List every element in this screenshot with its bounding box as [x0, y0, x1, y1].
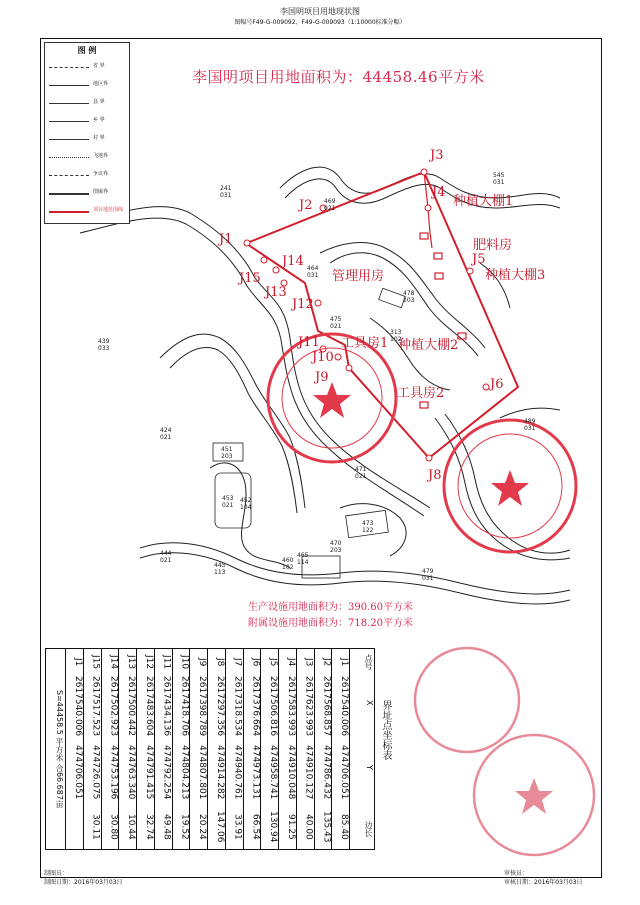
parcel-label: 424 021 [160, 427, 172, 441]
point-label-j11: J11 [298, 335, 320, 350]
legend-item-prefecture: 地区界 [49, 79, 127, 93]
parcel-label: 489 031 [524, 418, 536, 432]
table-cell-x: 2617318.534 [232, 675, 243, 737]
table-cell-y: 474914.282 [214, 744, 225, 800]
point-label-j15: J15 [239, 271, 261, 286]
table-cell-point: J7 [232, 657, 243, 667]
table-row [226, 649, 244, 849]
table-cell-y: 474706.051 [339, 744, 349, 800]
legend-item-province: 省 界 [49, 61, 127, 75]
point-label-j14: J14 [282, 254, 304, 269]
production-area-text: 生产设施用地面积为：390.60平方米 [248, 602, 413, 613]
table-cell-x: 2617568.857 [321, 675, 332, 737]
parcel-label: 445 113 [214, 562, 226, 576]
parcel-label: 470 203 [330, 540, 342, 554]
table-row [173, 649, 191, 849]
table-cell-x: 2617502.923 [108, 675, 119, 737]
table-area-summary: S=44458.5 平方米 合66.687亩 [55, 690, 64, 808]
map-subtitle: 图幅号F49-G-009092、F49-G-009093（1:10000标准分幅） [234, 19, 406, 26]
legend-item-township: 乡 界 [49, 115, 127, 129]
legend-item-project-boundary: 项目地范围线 [49, 205, 127, 219]
table-row [66, 649, 84, 849]
ancillary-area-text: 附属设施用地面积为：718.20平方米 [248, 618, 413, 629]
parcel-label: 465 114 [297, 552, 309, 566]
table-cell-edge: 10.44 [126, 814, 136, 840]
table-cell-point: J4 [285, 657, 296, 667]
table-row [84, 649, 102, 849]
table-row [332, 649, 350, 849]
table-cell-x: 2617583.993 [285, 675, 296, 737]
table-cell-edge: 20.24 [197, 814, 207, 840]
table-row [261, 649, 279, 849]
parcel-label: 460 102 [282, 557, 294, 571]
point-label-j4: J4 [432, 185, 446, 200]
table-row [119, 649, 137, 849]
stamp-town-government [444, 420, 576, 552]
label-management-house: 管理用房 [332, 269, 385, 284]
table-header-point: 点号 [364, 654, 373, 670]
table-row [137, 649, 155, 849]
table-cell-edge: 19.52 [179, 814, 190, 840]
point-label-j10: J10 [312, 350, 334, 365]
parcel-label: 478 203 [403, 290, 415, 304]
table-header-edge: 边长 [364, 821, 373, 837]
parcel-label: 475 021 [330, 316, 342, 330]
table-row [190, 649, 208, 849]
table-cell-y: 474807.801 [197, 744, 207, 800]
table-cell-x: 2617540.006 [339, 675, 349, 737]
stamp-village-cooperative [415, 648, 519, 752]
table-summary-column [46, 649, 66, 849]
table-cell-point: J1 [339, 657, 349, 667]
table-row [244, 649, 262, 849]
coordinate-table [45, 648, 375, 850]
footer-reviewer: 审核员： [504, 870, 529, 877]
parcel-label: 471 021 [355, 466, 367, 480]
table-cell-edge: 30.80 [108, 814, 119, 840]
table-cell-y: 474706.051 [72, 744, 83, 800]
table-cell-x: 2617540.006 [72, 675, 83, 737]
table-cell-edge [66, 809, 83, 845]
table-cell-edge: 130.94 [268, 811, 278, 843]
table-cell-x: 2617500.442 [126, 675, 136, 737]
table-cell-edge: 49.48 [161, 814, 172, 840]
table-cell-y: 474753.196 [108, 744, 119, 800]
table-cell-y: 474973.131 [250, 744, 261, 800]
table-cell-y: 474958.741 [268, 744, 278, 800]
point-label-j12: J12 [292, 297, 314, 312]
legend-item-village: 村 界 [49, 133, 127, 147]
table-cell-edge: 32.74 [143, 814, 154, 840]
table-cell-x: 2617623.993 [303, 675, 314, 737]
parcel-label: 444 021 [160, 550, 172, 564]
project-boundary [247, 172, 518, 458]
table-cell-y: 474791.415 [143, 744, 154, 800]
parcel-label: 313 102 [390, 329, 402, 343]
label-greenhouse-1: 种植大棚1 [453, 194, 514, 209]
label-greenhouse-2: 种植大棚2 [398, 338, 459, 353]
table-cell-point: J15 [90, 654, 101, 670]
point-label-j9: J9 [315, 370, 329, 385]
table-cell-x: 2617297.356 [214, 675, 225, 737]
legend-item-disputed: 争议界 [49, 169, 127, 183]
table-cell-point: J11 [161, 654, 172, 670]
table-row [102, 649, 120, 849]
table-cell-y: 474940.761 [232, 744, 243, 800]
parcel-label: 452 104 [240, 497, 252, 511]
table-cell-x: 2617506.816 [268, 675, 278, 737]
point-label-j5: J5 [472, 252, 486, 267]
table-row [279, 649, 297, 849]
legend-item-enclave: 飞地界 [49, 151, 127, 165]
point-label-j6: J6 [490, 377, 504, 392]
table-cell-y: 474786.432 [321, 744, 332, 800]
table-cell-edge: 135.43 [321, 811, 332, 843]
table-cell-y: 474763.340 [126, 744, 136, 800]
table-cell-x: 2617434.136 [161, 675, 172, 737]
parcel-label: 451 203 [221, 446, 233, 460]
table-cell-edge: 40.00 [303, 814, 314, 840]
table-cell-x: 2617398.789 [197, 675, 207, 737]
table-header-y: Y [365, 764, 374, 770]
table-cell-point: J14 [108, 654, 119, 670]
table-cell-edge: 30.11 [90, 814, 101, 840]
table-cell-edge: 66.54 [250, 814, 261, 840]
parcel-label: 473 122 [362, 520, 374, 534]
table-cell-edge: 147.06 [214, 811, 225, 843]
table-cell-y: 474910.048 [285, 744, 296, 800]
point-label-j13: J13 [265, 285, 287, 300]
table-cell-edge: 33.91 [232, 814, 243, 840]
table-cell-point: J9 [197, 657, 207, 667]
table-header-x: X [365, 700, 374, 706]
table-row [297, 649, 315, 849]
vertex-markers [244, 169, 489, 461]
table-cell-y: 474726.075 [90, 744, 101, 800]
point-label-j8: J8 [428, 468, 442, 483]
table-row [315, 649, 333, 849]
point-label-j1: J1 [219, 232, 233, 247]
table-cell-edge: 85.40 [339, 814, 349, 840]
table-cell-y: 474910.127 [303, 744, 314, 800]
parcel-label: 453 021 [222, 495, 234, 509]
parcel-label: 439 033 [98, 338, 110, 352]
table-row [155, 649, 173, 849]
faded-stamps [392, 640, 602, 870]
footer-draft-date: 制图日期：2016年03月03日 [44, 879, 123, 886]
label-fertilizer-house: 肥料房 [473, 238, 513, 253]
table-cell-point: J8 [214, 657, 225, 667]
table-row [208, 649, 226, 849]
table-cell-point: J3 [303, 657, 314, 667]
table-cell-x: 2617418.706 [179, 675, 190, 737]
parcel-label: 469 021 [324, 198, 336, 212]
table-cell-x: 2617376.664 [250, 675, 261, 737]
table-title: 界址点坐标表 [380, 700, 391, 760]
parcel-label: 464 031 [307, 265, 319, 279]
label-tool-house-1: 工具房1 [341, 336, 389, 351]
label-tool-house-2: 工具房2 [397, 386, 445, 401]
table-cell-edge: 91.25 [285, 814, 296, 840]
legend-title: 图 例 [77, 46, 97, 55]
label-greenhouse-3: 种植大棚3 [485, 268, 546, 283]
map-title: 李国明项目用地现状图 [280, 7, 360, 16]
table-cell-point: J13 [126, 654, 136, 670]
table-cell-y: 474792.254 [161, 744, 172, 800]
table-cell-x: 2617483.604 [143, 675, 154, 737]
table-cell-point: J12 [143, 654, 154, 670]
table-cell-point: J1 [72, 657, 83, 667]
area-heading: 李国明项目用地面积为：44458.46平方米 [192, 68, 485, 86]
table-cell-x: 2617517.523 [90, 675, 101, 737]
legend-item-sheet-border: 图廓界 [49, 187, 127, 201]
footer-drafter: 制图员： [44, 870, 69, 877]
table-header-column [350, 649, 374, 849]
table-cell-point: J10 [179, 654, 190, 670]
table-cell-point: J2 [321, 657, 332, 667]
table-cell-y: 474804.213 [179, 744, 190, 800]
point-label-j2: J2 [299, 198, 313, 213]
parcel-label: 241 031 [220, 185, 232, 199]
table-cell-point: J6 [250, 657, 261, 667]
parcel-label: 545 031 [493, 172, 505, 186]
table-cell-point: J5 [268, 657, 278, 667]
point-label-j3: J3 [430, 148, 444, 163]
legend-item-county: 县 界 [49, 97, 127, 111]
parcel-label: 479 031 [422, 568, 434, 582]
map-legend [44, 42, 130, 224]
footer-review-date: 审核日期：2016年03月03日 [504, 879, 583, 886]
